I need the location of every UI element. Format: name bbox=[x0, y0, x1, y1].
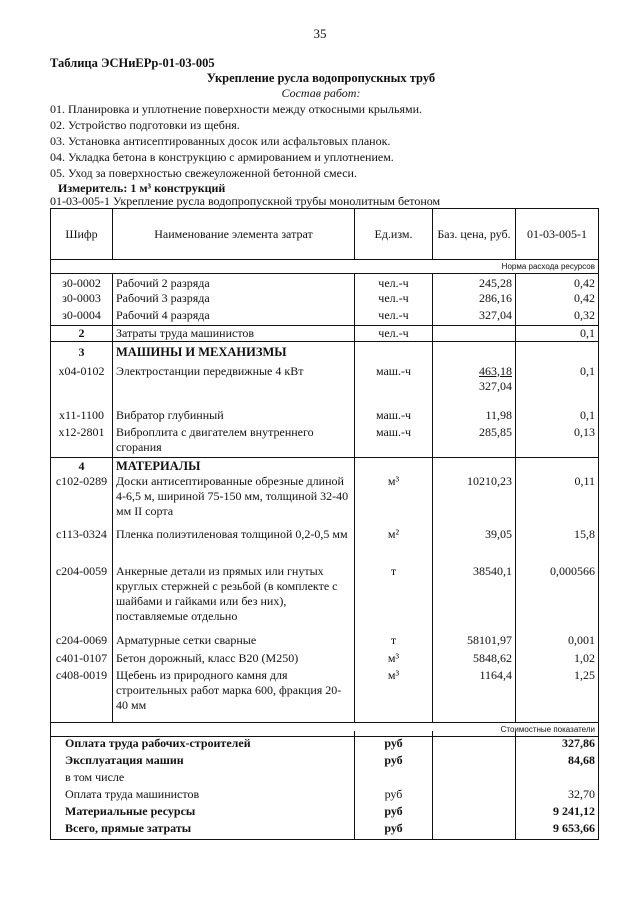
row-unit: т bbox=[355, 564, 433, 633]
section-title: МАТЕРИАЛЫ bbox=[113, 458, 355, 475]
row-price: 286,16 bbox=[433, 291, 516, 308]
work-item: 01. Планировка и уплотнение поверхности между откосными крыльями. bbox=[50, 102, 422, 116]
row-name: Анкерные детали из прямых или гнутых круглых стержней с резьбой (в комплекте с шайбами и гайками или без них), поставляемые отдельно bbox=[113, 564, 355, 633]
row-norm: 1,25 bbox=[516, 668, 599, 722]
table-row bbox=[51, 564, 599, 633]
summary-value: 32,70 bbox=[516, 786, 599, 803]
table-row bbox=[51, 633, 599, 651]
section-row bbox=[51, 458, 599, 475]
row-norm: 0,001 bbox=[516, 633, 599, 651]
summary-value: 327,86 bbox=[516, 731, 599, 752]
row-name: Рабочий 2 разряда bbox=[113, 274, 355, 292]
row-price bbox=[433, 360, 516, 408]
summary-unit: руб bbox=[355, 786, 433, 803]
row-price: 10210,23 bbox=[433, 474, 516, 527]
row-unit: чел.-ч bbox=[355, 325, 433, 341]
summary-unit: руб bbox=[355, 820, 433, 840]
row-code: с204-0069 bbox=[51, 633, 113, 651]
section-number: 3 bbox=[51, 341, 113, 360]
row-name: Щебень из природного камня для строительных работ марка 600, фракция 20-40 мм bbox=[113, 668, 355, 722]
work-item: 05. Уход за поверхностью свежеуложенной бетонной смеси. bbox=[50, 166, 357, 180]
row-norm: 0,42 bbox=[516, 274, 599, 292]
summary-row bbox=[51, 731, 599, 752]
row-norm: 0,1 bbox=[516, 325, 599, 341]
row-unit: маш.-ч bbox=[355, 408, 433, 425]
work-item: 04. Укладка бетона в конструкцию с армированием и уплотнением. bbox=[50, 150, 394, 164]
row-name: Рабочий 4 разряда bbox=[113, 308, 355, 325]
summary-label: Оплата труда машинистов bbox=[51, 786, 355, 803]
row-unit: м³ bbox=[355, 474, 433, 527]
row-norm: 0,32 bbox=[516, 308, 599, 325]
row-price bbox=[433, 325, 516, 341]
row-price: 39,05 bbox=[433, 527, 516, 564]
cost-caption: Стоимостные показатели bbox=[51, 722, 599, 736]
row-unit: т bbox=[355, 633, 433, 651]
row-price: 58101,97 bbox=[433, 633, 516, 651]
resource-table bbox=[50, 208, 599, 737]
row-name: Арматурные сетки сварные bbox=[113, 633, 355, 651]
row-price: 5848,62 bbox=[433, 651, 516, 668]
row-unit: м³ bbox=[355, 668, 433, 722]
row-code: с113-0324 bbox=[51, 527, 113, 564]
header-name: Наименование элемента затрат bbox=[113, 209, 355, 260]
work-item: 03. Установка антисептированных досок или асфальтовых планок. bbox=[50, 134, 391, 148]
summary-value bbox=[516, 769, 599, 786]
summary-unit: руб bbox=[355, 803, 433, 820]
summary-label: Эксплуатация машин bbox=[51, 752, 355, 769]
row-price: 38540,1 bbox=[433, 564, 516, 633]
cost-summary-table bbox=[50, 731, 599, 840]
row-code: с204-0059 bbox=[51, 564, 113, 633]
table-subtitle: 01-03-005-1 Укрепление русла водопропускной трубы монолитным бетоном bbox=[50, 194, 441, 208]
norm-caption: Норма расхода ресурсов bbox=[51, 260, 599, 274]
header-norm-code: 01-03-005-1 bbox=[516, 209, 599, 260]
row-name: Доски антисептированные обрезные длиной 4-6,5 м, шириной 75-150 мм, толщиной 32-40 мм II сорта bbox=[113, 474, 355, 527]
row-name: Вибратор глубинный bbox=[113, 408, 355, 425]
row-code: х04-0102 bbox=[51, 360, 113, 408]
section-number: 2 bbox=[51, 325, 113, 341]
table-row bbox=[51, 668, 599, 722]
table-row bbox=[51, 291, 599, 308]
row-code: х12-2801 bbox=[51, 425, 113, 458]
row-name: Электростанции передвижные 4 кВт bbox=[113, 360, 355, 408]
row-unit: чел.-ч bbox=[355, 291, 433, 308]
row-norm: 1,02 bbox=[516, 651, 599, 668]
section-title: МАШИНЫ И МЕХАНИЗМЫ bbox=[113, 341, 355, 360]
summary-row bbox=[51, 786, 599, 803]
header-code: Шифр bbox=[51, 209, 113, 260]
table-row bbox=[51, 325, 599, 341]
summary-row bbox=[51, 803, 599, 820]
row-name: Затраты труда машинистов bbox=[113, 325, 355, 341]
summary-value: 84,68 bbox=[516, 752, 599, 769]
row-unit: маш.-ч bbox=[355, 360, 433, 408]
row-norm: 15,8 bbox=[516, 527, 599, 564]
summary-value: 9 653,66 bbox=[516, 820, 599, 840]
document-title: Укрепление русла водопропускных труб bbox=[206, 71, 436, 85]
row-norm: 0,13 bbox=[516, 425, 599, 458]
table-row bbox=[51, 408, 599, 425]
table-row bbox=[51, 527, 599, 564]
table-row bbox=[51, 425, 599, 458]
header-price: Баз. цена, руб. bbox=[433, 209, 516, 260]
works-list bbox=[50, 102, 422, 182]
table-code: Таблица ЭСНиЕРр-01-03-005 bbox=[50, 56, 215, 70]
row-name: Виброплита с двигателем внутреннего сгорания bbox=[113, 425, 355, 458]
summary-label: Оплата труда рабочих-строителей bbox=[51, 731, 355, 752]
summary-unit: руб bbox=[355, 731, 433, 752]
table-row bbox=[51, 651, 599, 668]
summary-row bbox=[51, 752, 599, 769]
row-code: з0-0004 bbox=[51, 308, 113, 325]
row-code: з0-0003 bbox=[51, 291, 113, 308]
row-unit: м³ bbox=[355, 651, 433, 668]
summary-row bbox=[51, 820, 599, 840]
row-price: 285,85 bbox=[433, 425, 516, 458]
table-row bbox=[51, 360, 599, 408]
price-secondary: 327,04 bbox=[479, 378, 512, 393]
summary-label: Всего, прямые затраты bbox=[51, 820, 355, 840]
row-code: х11-1100 bbox=[51, 408, 113, 425]
row-norm: 0,1 bbox=[516, 408, 599, 425]
row-name: Бетон дорожный, класс В20 (М250) bbox=[113, 651, 355, 668]
row-unit: м² bbox=[355, 527, 433, 564]
measurement-unit: Измеритель: 1 м³ конструкций bbox=[58, 181, 226, 195]
row-price: 11,98 bbox=[433, 408, 516, 425]
row-unit: чел.-ч bbox=[355, 308, 433, 325]
row-norm: 0,1 bbox=[516, 360, 599, 408]
summary-label: Материальные ресурсы bbox=[51, 803, 355, 820]
row-price: 245,28 bbox=[433, 274, 516, 292]
summary-row bbox=[51, 769, 599, 786]
row-price: 327,04 bbox=[433, 308, 516, 325]
table-row bbox=[51, 474, 599, 527]
price-primary: 463,18 bbox=[479, 363, 512, 378]
norm-caption-row bbox=[51, 260, 599, 274]
summary-value: 9 241,12 bbox=[516, 803, 599, 820]
row-unit: маш.-ч bbox=[355, 425, 433, 458]
composition-heading: Состав работ: bbox=[281, 86, 361, 100]
row-norm: 0,11 bbox=[516, 474, 599, 527]
row-code: с401-0107 bbox=[51, 651, 113, 668]
row-name: Рабочий 3 разряда bbox=[113, 291, 355, 308]
row-code: з0-0002 bbox=[51, 274, 113, 292]
row-unit: чел.-ч bbox=[355, 274, 433, 292]
header-unit: Ед.изм. bbox=[355, 209, 433, 260]
row-code: с102-0289 bbox=[51, 474, 113, 527]
summary-label: в том числе bbox=[51, 769, 355, 786]
table-header-row bbox=[51, 209, 599, 260]
table-row bbox=[51, 308, 599, 325]
row-price: 1164,4 bbox=[433, 668, 516, 722]
row-norm: 0,000566 bbox=[516, 564, 599, 633]
row-code: с408-0019 bbox=[51, 668, 113, 722]
section-row bbox=[51, 341, 599, 360]
table-row bbox=[51, 274, 599, 292]
work-item: 02. Устройство подготовки из щебня. bbox=[50, 118, 240, 132]
section-number: 4 bbox=[51, 458, 113, 475]
summary-unit: руб bbox=[355, 752, 433, 769]
page-number: 35 bbox=[313, 26, 327, 41]
row-norm: 0,42 bbox=[516, 291, 599, 308]
row-name: Пленка полиэтиленовая толщиной 0,2-0,5 мм bbox=[113, 527, 355, 564]
summary-unit bbox=[355, 769, 433, 786]
